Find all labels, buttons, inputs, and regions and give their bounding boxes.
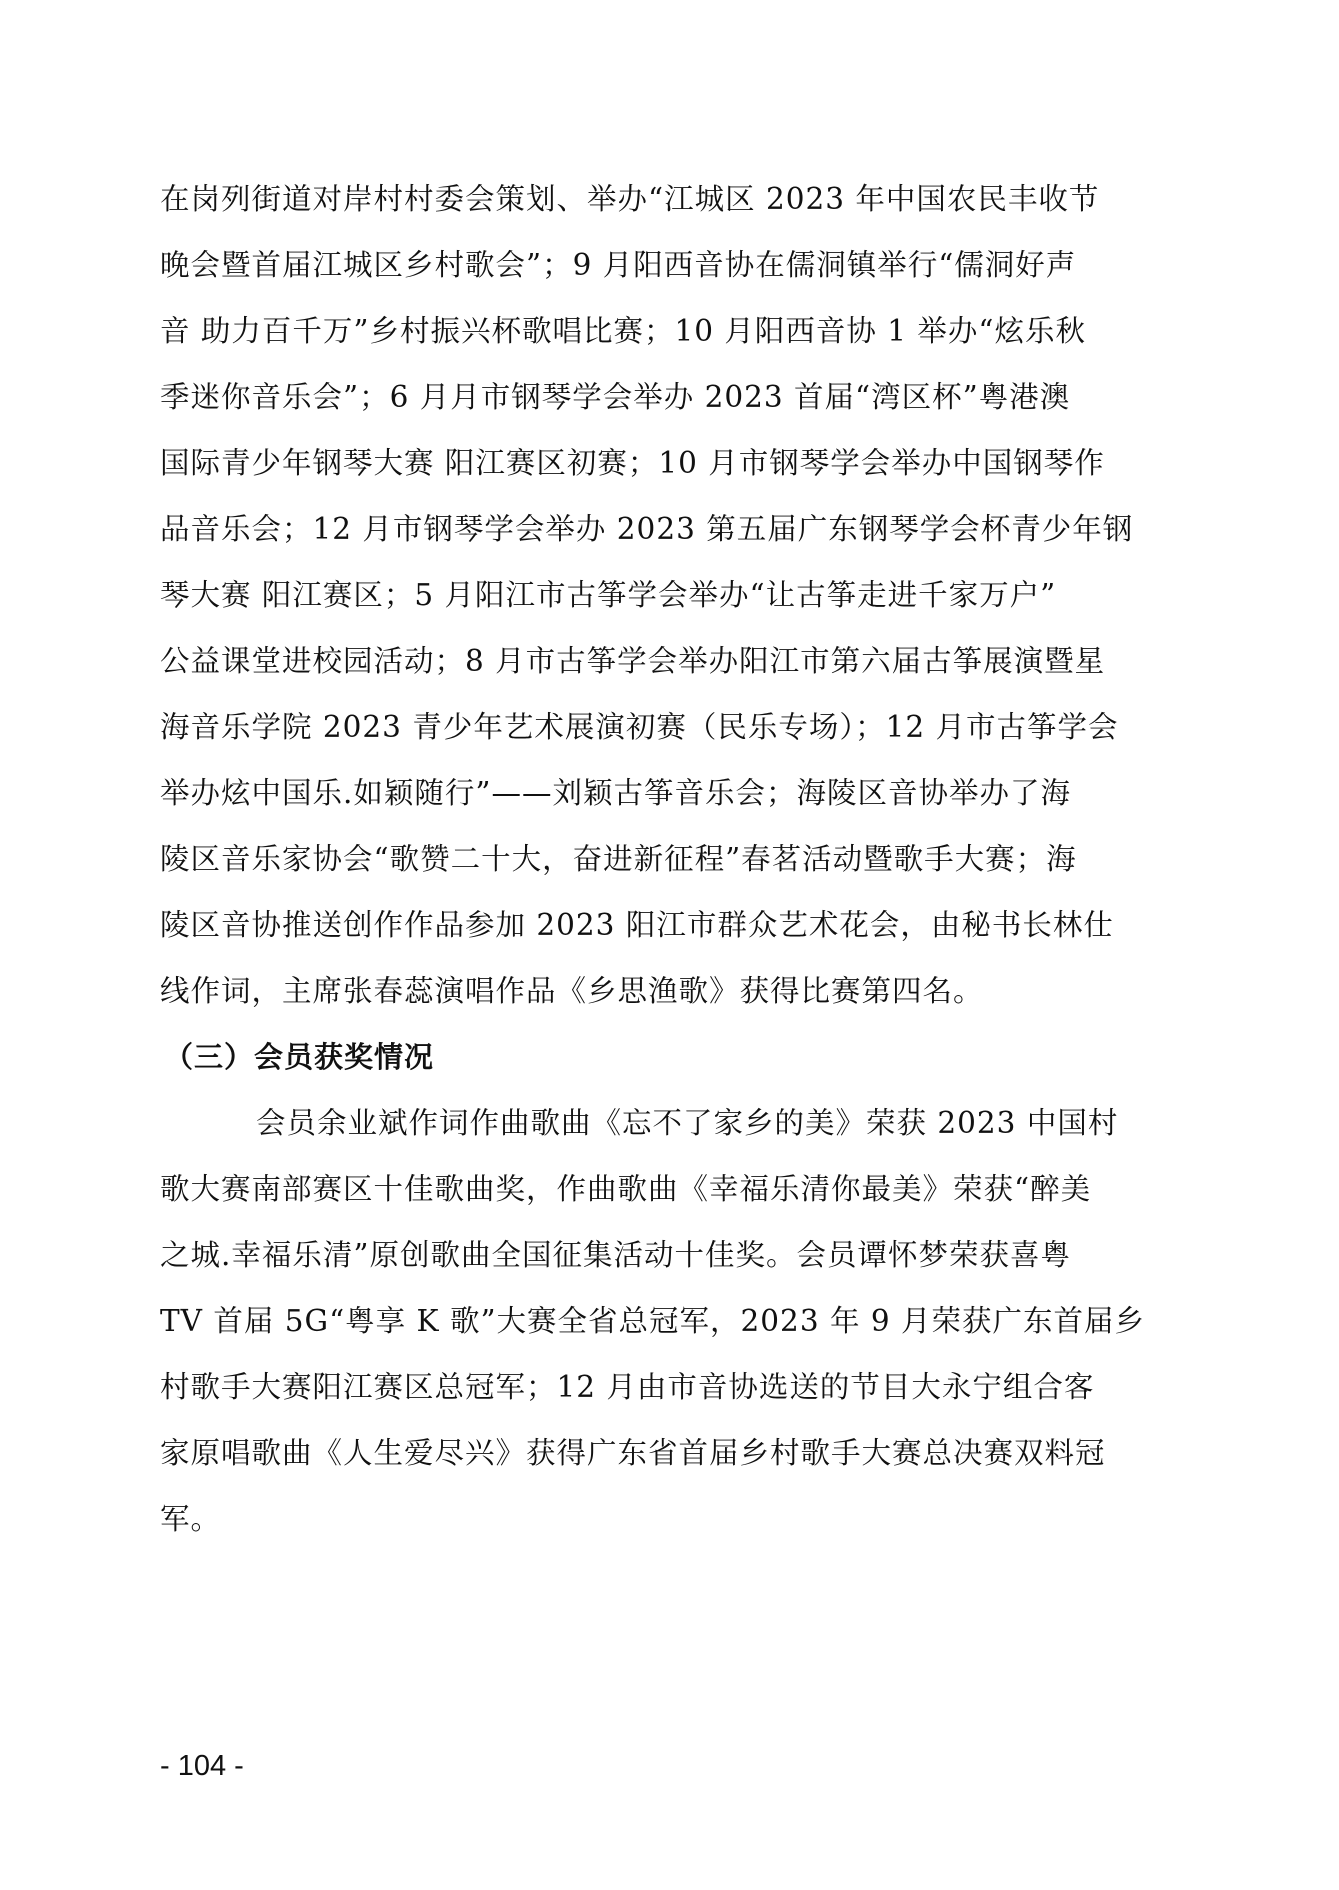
body-line: 举办炫中国乐.如颖随行”——刘颖古筝音乐会；海陵区音协举办了海 bbox=[160, 776, 1071, 810]
body-line: 军。 bbox=[160, 1502, 222, 1536]
body-line: 公益课堂进校园活动；8 月市古筝学会举办阳江市第六届古筝展演暨星 bbox=[160, 644, 1106, 678]
body-line: 国际青少年钢琴大赛 阳江赛区初赛；10 月市钢琴学会举办中国钢琴作 bbox=[160, 446, 1105, 480]
body-line: 晚会暨首届江城区乡村歌会”；9 月阳西音协在儒洞镇举行“儒洞好声 bbox=[160, 248, 1077, 282]
body-line: 品音乐会；12 月市钢琴学会举办 2023 第五届广东钢琴学会杯青少年钢 bbox=[160, 512, 1134, 546]
body-line: 陵区音乐家协会“歌赞二十大，奋进新征程”春茗活动暨歌手大赛；海 bbox=[160, 842, 1077, 876]
body-line: 季迷你音乐会”；6 月月市钢琴学会举办 2023 首届“湾区杯”粤港澳 bbox=[160, 380, 1071, 414]
body-line: 之城.幸福乐清”原创歌曲全国征集活动十佳奖。会员谭怀梦荣获喜粤 bbox=[160, 1238, 1071, 1272]
body-line: 琴大赛 阳江赛区；5 月阳江市古筝学会举办“让古筝走进千家万户” bbox=[160, 578, 1057, 612]
body-line: 家原唱歌曲《人生爱尽兴》获得广东省首届乡村歌手大赛总决赛双料冠 bbox=[160, 1436, 1106, 1470]
page-number: - 104 - bbox=[160, 1750, 244, 1782]
body-line: 海音乐学院 2023 青少年艺术展演初赛（民乐专场）；12 月市古筝学会 bbox=[160, 710, 1119, 744]
document-body bbox=[160, 166, 1190, 1552]
section-heading: （三）会员获奖情况 bbox=[164, 1040, 435, 1074]
body-line: 在岗列街道对岸村村委会策划、举办“江城区 2023 年中国农民丰收节 bbox=[160, 182, 1100, 216]
body-line: 音 助力百千万”乡村振兴杯歌唱比赛；10 月阳西音协 1 举办“炫乐秋 bbox=[160, 314, 1086, 348]
body-line: TV 首届 5G“粤享 K 歌”大赛全省总冠军，2023 年 9 月荣获广东首届乡 bbox=[160, 1304, 1146, 1338]
body-line: 线作词，主席张春蕊演唱作品《乡思渔歌》获得比赛第四名。 bbox=[160, 974, 984, 1008]
body-line: 村歌手大赛阳江赛区总冠军；12 月由市音协选送的节目大永宁组合客 bbox=[160, 1370, 1095, 1404]
body-line: 歌大赛南部赛区十佳歌曲奖，作曲歌曲《幸福乐清你最美》荣获“醉美 bbox=[160, 1172, 1092, 1206]
body-line: 会员余业斌作词作曲歌曲《忘不了家乡的美》荣获 2023 中国村 bbox=[256, 1106, 1119, 1140]
body-line: 陵区音协推送创作作品参加 2023 阳江市群众艺术花会，由秘书长林仕 bbox=[160, 908, 1114, 942]
